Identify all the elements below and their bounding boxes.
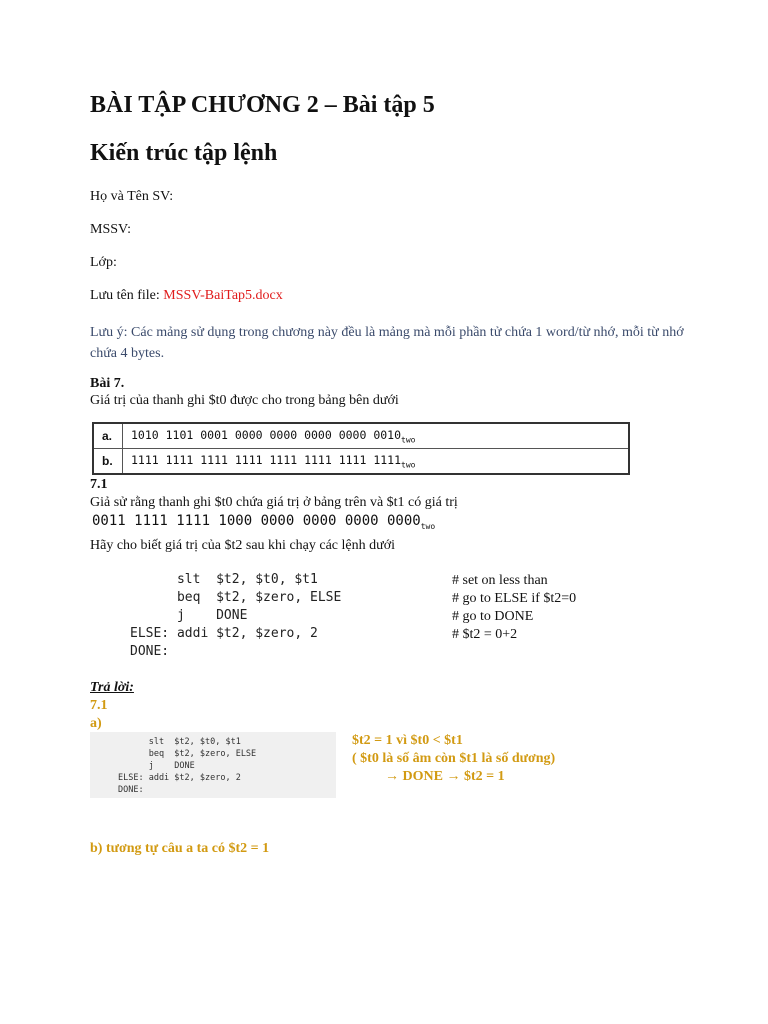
file-name-value: MSSV-BaiTap5.docx	[163, 288, 283, 303]
answer-heading: Trả lời:	[90, 680, 134, 695]
comment-line: # go to DONE	[452, 609, 534, 624]
code-block: slt $t2, $t0, $t1 beq $t2, $zero, ELSE j DONE ELSE: addi $t2, $zero, 2 DONE:	[130, 572, 342, 659]
row-label: b.	[93, 449, 123, 475]
code-screenshot-text: slt $t2, $t0, $t1 beq $t2, $zero, ELSE j DONE ELSE: addi $t2, $zero, 2 DONE:	[118, 737, 257, 795]
comment-line: # set on less than	[452, 573, 548, 588]
file-name-label: Lưu tên file:	[90, 288, 164, 303]
exercise-description: Giá trị của thanh ghi $t0 được cho trong bảng bên dưới	[90, 393, 399, 408]
question-heading: 7.1	[90, 477, 108, 492]
row-label: a.	[93, 423, 123, 449]
register-table	[92, 422, 630, 475]
code-comments	[452, 572, 576, 644]
t1-value: 0011 1111 1111 1000 0000 0000 0000 $0000_{two}$	[92, 513, 436, 531]
answer-part-a-label: a)	[90, 716, 102, 731]
table-row	[93, 449, 629, 475]
row-value: 1111 1111 1111 1111 1111 1111 1111 $1111_{two}$	[123, 449, 630, 475]
question-description: Giả sử rằng thanh ghi $t0 chứa giá trị ở bảng trên và $t1 có giá trị	[90, 495, 458, 510]
document-title: BÀI TẬP CHƯƠNG 2 – Bài tập 5	[90, 92, 435, 118]
answer-line-1: $t2 = 1 vì $t0 < $t1	[352, 733, 463, 748]
exercise-heading: Bài 7.	[90, 376, 125, 391]
student-name-label: Họ và Tên SV:	[90, 189, 174, 204]
answer-line-3: → DONE → $t2 = 1	[385, 769, 505, 784]
question-ask: Hãy cho biết giá trị của $t2 sau khi chạy các lệnh dưới	[90, 538, 395, 553]
student-id-label: MSSV:	[90, 222, 131, 237]
file-name-line	[90, 288, 283, 304]
answer-part-b: b) tương tự câu a ta có $t2 = 1	[90, 841, 270, 856]
document-subtitle: Kiến trúc tập lệnh	[90, 140, 278, 166]
comment-line: # go to ELSE if $t2=0	[452, 591, 577, 606]
note-paragraph: Lưu ý: Các mảng sử dụng trong chương này đều là mảng mà mỗi phần tử chứa 1 word/từ nhớ, mỗi từ nhớ chứa 4 bytes.	[90, 325, 684, 361]
answer-question-number: 7.1	[90, 698, 108, 713]
comment-line: # $t2 = 0+2	[452, 627, 518, 642]
row-value: 1010 1101 0001 0000 0000 0000 0000 $0010_{two}$	[123, 423, 630, 449]
class-label: Lớp:	[90, 255, 117, 270]
answer-line-2: ( $t0 là số âm còn $t1 là số dương)	[352, 751, 556, 766]
table-row	[93, 423, 629, 449]
